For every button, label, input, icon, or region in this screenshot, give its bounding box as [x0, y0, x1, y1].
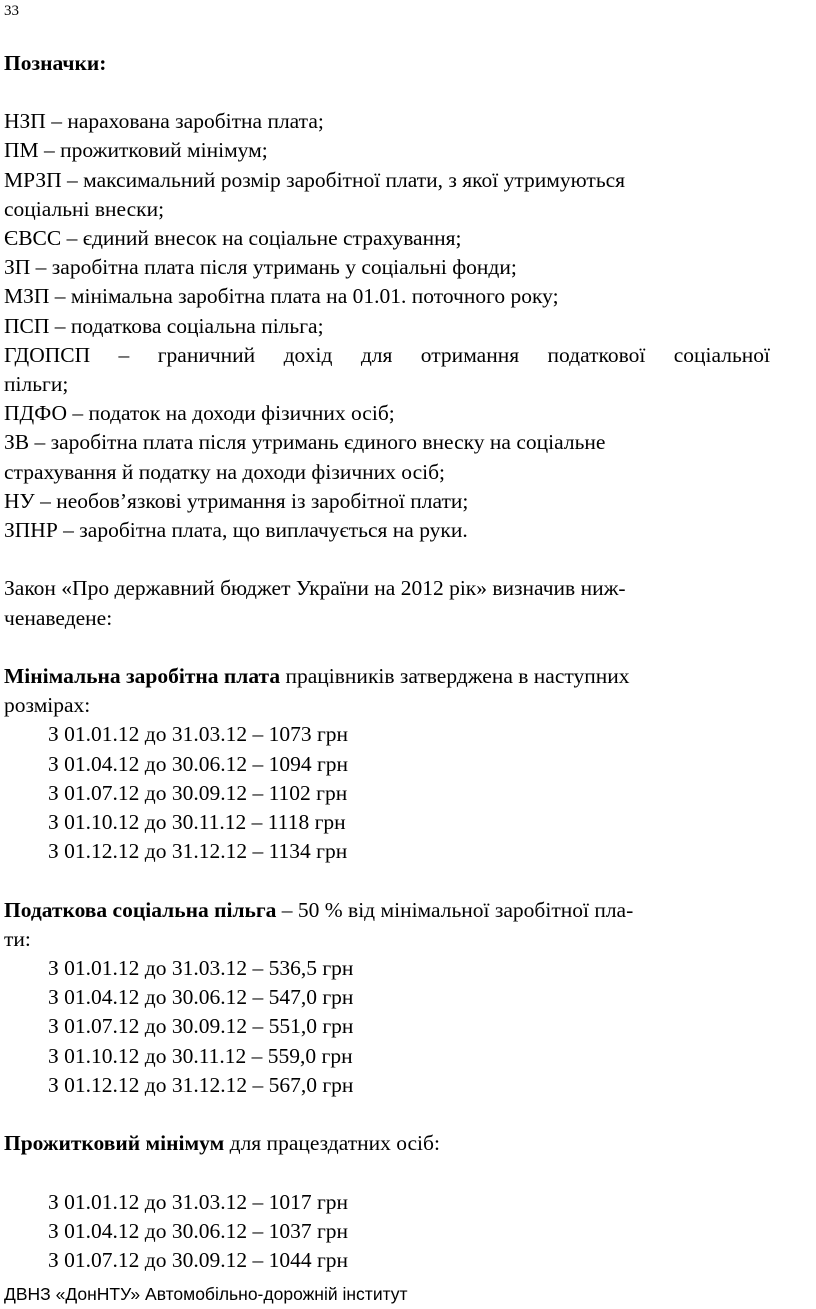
legend-line: пільги; [4, 372, 69, 397]
legend-line: ГДОПСП – граничний дохід для отримання податкової соціальної [4, 342, 770, 367]
legend-line: НУ – необов’язкові утримання із заробітної плати; [4, 488, 469, 513]
legend-line: соціальні внески; [4, 196, 165, 221]
tax-benefit-item: З 01.10.12 до 30.11.12 – 559,0 грн [48, 1043, 353, 1068]
min-wage-description: працівників затверджена в наступних [280, 664, 630, 689]
min-wage-heading [4, 662, 770, 691]
legend-line: НЗП – нарахована заробітна плата; [4, 109, 324, 134]
tax-benefit-continuation: ти: [4, 926, 31, 951]
legend-line: МРЗП – максимальний розмір заробітної плати, з якої утримуються [4, 167, 626, 192]
document-body [4, 49, 770, 1275]
legend-line: ЗП – заробітна плата після утримань у соціальні фонди; [4, 255, 517, 280]
legend-line: ЗВ – заробітна плата після утримань єдиного внеску на соціальне [4, 430, 606, 455]
legend-line: ПМ – прожитковий мінімум; [4, 138, 268, 163]
intro-line: Закон «Про державний бюджет України на 2012 рік» визначив ниж- [4, 576, 626, 601]
legend-line: ЄВСС – єдиний внесок на соціальне страхування; [4, 226, 462, 251]
legend-line: МЗП – мінімальна заробітна плата на 01.01. поточного року; [4, 284, 559, 309]
min-wage-item: З 01.07.12 до 30.09.12 – 1102 грн [48, 780, 348, 805]
tax-benefit-item: З 01.07.12 до 30.09.12 – 551,0 грн [48, 1014, 354, 1039]
tax-benefit-item: З 01.01.12 до 31.03.12 – 536,5 грн [48, 956, 354, 981]
tax-benefit-title: Податкова соціальна пільга [4, 897, 277, 922]
min-wage-item: З 01.12.12 до 31.12.12 – 1134 грн [48, 839, 348, 864]
min-wage-continuation: розмірах: [4, 693, 91, 718]
min-wage-title: Мінімальна заробітна плата [4, 664, 281, 689]
subsistence-description: для працездатних осіб: [224, 1131, 440, 1156]
legend-line: ПСП – податкова соціальна пільга; [4, 313, 324, 338]
subsistence-title: Прожитковий мінімум [4, 1131, 225, 1156]
intro-line: ченаведене: [4, 605, 113, 630]
min-wage-item: З 01.10.12 до 30.11.12 – 1118 грн [48, 810, 346, 835]
page-number: 33 [4, 3, 19, 19]
tax-benefit-description: – 50 % від мінімальної заробітної пла- [276, 897, 634, 922]
tax-benefit-item: З 01.12.12 до 31.12.12 – 567,0 грн [48, 1072, 354, 1097]
legend-line: страхування й податку на доходи фізичних осіб; [4, 459, 445, 484]
subsistence-heading [4, 1129, 770, 1158]
tax-benefit-item: З 01.04.12 до 30.06.12 – 547,0 грн [48, 985, 354, 1010]
subsistence-item: З 01.04.12 до 30.06.12 – 1037 грн [48, 1218, 349, 1243]
tax-benefit-heading [4, 896, 770, 925]
legend-line: ПДФО – податок на доходи фізичних осіб; [4, 401, 395, 426]
legend-list [4, 107, 770, 545]
legend-line: ЗПНР – заробітна плата, що виплачується на руки. [4, 518, 468, 543]
legend-heading: Позначки: [4, 51, 107, 75]
subsistence-item: З 01.01.12 до 31.03.12 – 1017 грн [48, 1189, 349, 1214]
min-wage-item: З 01.04.12 до 30.06.12 – 1094 грн [48, 751, 349, 776]
min-wage-item: З 01.01.12 до 31.03.12 – 1073 грн [48, 722, 349, 747]
subsistence-item: З 01.07.12 до 30.09.12 – 1044 грн [48, 1248, 349, 1273]
page-footer: ДВНЗ «ДонНТУ» Автомобільно-дорожній інститут [4, 1284, 408, 1304]
